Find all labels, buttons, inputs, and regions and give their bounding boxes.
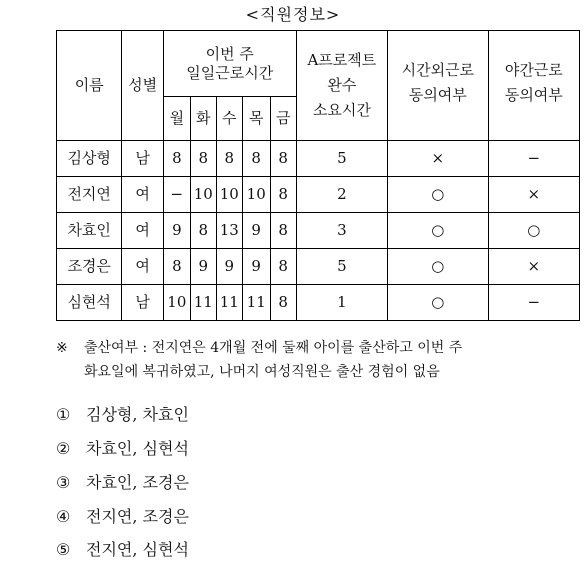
header-overtime-consent xyxy=(388,31,489,141)
cell-hours-wed: 9 xyxy=(216,249,242,285)
note-text-2: 화요일에 복귀하였고, 나머지 여성직원은 출산 경험이 없음 xyxy=(84,364,440,380)
cell-hours-tue: 9 xyxy=(190,249,216,285)
header-day-thu: 목 xyxy=(242,97,270,141)
cell-name: 전지연 xyxy=(57,177,122,213)
cell-hours-mon: − xyxy=(163,177,190,213)
cell-hours-tue: 11 xyxy=(190,285,216,321)
header-daily-hours xyxy=(163,31,296,97)
choice-4[interactable] xyxy=(56,506,189,528)
cell-hours-thu: 10 xyxy=(242,177,270,213)
choice-text: 전지연, 조경은 xyxy=(86,507,189,526)
table-title: <직원정보> xyxy=(245,5,341,24)
header-name: 이름 xyxy=(57,31,122,141)
cell-overtime: ○ xyxy=(388,249,489,285)
choice-3[interactable] xyxy=(56,472,189,494)
cell-hours-mon: 9 xyxy=(163,213,190,249)
cell-gender: 남 xyxy=(122,141,164,177)
choice-text: 차효인, 심현석 xyxy=(86,439,189,458)
table-row xyxy=(57,141,580,177)
cell-hours-wed: 13 xyxy=(216,213,242,249)
staff-info-table xyxy=(56,30,580,321)
cell-hours-thu: 8 xyxy=(242,141,270,177)
header-gender: 성별 xyxy=(122,31,164,141)
choice-2[interactable] xyxy=(56,438,189,460)
cell-hours-mon: 10 xyxy=(163,285,190,321)
cell-hours-thu: 9 xyxy=(242,249,270,285)
cell-night: ○ xyxy=(488,213,579,249)
cell-hours-fri: 8 xyxy=(270,285,296,321)
cell-gender: 여 xyxy=(122,249,164,285)
cell-hours-fri: 8 xyxy=(270,249,296,285)
choice-number: ③ xyxy=(56,473,71,492)
cell-gender: 남 xyxy=(122,285,164,321)
cell-project: 3 xyxy=(296,213,387,249)
cell-hours-wed: 10 xyxy=(216,177,242,213)
cell-name: 김상형 xyxy=(57,141,122,177)
cell-project: 5 xyxy=(296,249,387,285)
note-line-1 xyxy=(56,336,582,360)
header-project-line2: 완수 xyxy=(327,76,357,94)
choice-number: ⑤ xyxy=(56,540,71,559)
choice-number: ④ xyxy=(56,507,71,526)
choice-text: 전지연, 심현석 xyxy=(86,540,189,559)
table-row xyxy=(57,213,580,249)
table-row xyxy=(57,285,580,321)
cell-overtime: ○ xyxy=(388,177,489,213)
cell-hours-wed: 11 xyxy=(216,285,242,321)
header-daily-hours-line2: 일일근로시간 xyxy=(186,63,274,82)
cell-overtime: ○ xyxy=(388,213,489,249)
header-day-wed: 수 xyxy=(216,97,242,141)
cell-hours-fri: 8 xyxy=(270,213,296,249)
header-project-line1: A프로젝트 xyxy=(307,51,377,69)
header-day-tue: 화 xyxy=(190,97,216,141)
cell-hours-thu: 11 xyxy=(242,285,270,321)
cell-gender: 여 xyxy=(122,213,164,249)
cell-gender: 여 xyxy=(122,177,164,213)
choice-5[interactable] xyxy=(56,539,189,561)
cell-project: 1 xyxy=(296,285,387,321)
choice-text: 차효인, 조경은 xyxy=(86,473,189,492)
table-row xyxy=(57,249,580,285)
cell-name: 차효인 xyxy=(57,213,122,249)
header-night-line2: 동의여부 xyxy=(504,86,563,104)
cell-overtime: × xyxy=(388,141,489,177)
cell-night: − xyxy=(488,285,579,321)
header-project-line3: 소요시간 xyxy=(312,101,371,119)
cell-hours-wed: 8 xyxy=(216,141,242,177)
header-night-consent xyxy=(488,31,579,141)
choice-number: ② xyxy=(56,439,71,458)
table-row xyxy=(57,177,580,213)
header-project-time xyxy=(296,31,387,141)
cell-hours-mon: 8 xyxy=(163,249,190,285)
note-text-1: 출산여부 : 전지연은 4개월 전에 둘째 아이를 출산하고 이번 주 xyxy=(84,340,463,356)
header-night-line1: 야간근로 xyxy=(504,61,563,79)
cell-name: 조경은 xyxy=(57,249,122,285)
header-overtime-line1: 시간외근로 xyxy=(401,61,475,79)
header-day-fri: 금 xyxy=(270,97,296,141)
cell-hours-tue: 8 xyxy=(190,141,216,177)
cell-project: 2 xyxy=(296,177,387,213)
header-daily-hours-line1: 이번 주 xyxy=(205,44,254,63)
cell-overtime: ○ xyxy=(388,285,489,321)
cell-project: 5 xyxy=(296,141,387,177)
cell-hours-tue: 10 xyxy=(190,177,216,213)
choice-1[interactable] xyxy=(56,404,189,426)
cell-hours-fri: 8 xyxy=(270,177,296,213)
cell-night: − xyxy=(488,141,579,177)
cell-night: × xyxy=(488,249,579,285)
cell-hours-tue: 8 xyxy=(190,213,216,249)
choice-number: ① xyxy=(56,405,71,424)
choice-text: 김상형, 차효인 xyxy=(86,405,189,424)
header-overtime-line2: 동의여부 xyxy=(408,86,467,104)
cell-hours-mon: 8 xyxy=(163,141,190,177)
birth-status-note xyxy=(56,336,582,384)
cell-hours-thu: 9 xyxy=(242,213,270,249)
cell-night: × xyxy=(488,177,579,213)
note-mark: ※ xyxy=(56,340,68,356)
cell-hours-fri: 8 xyxy=(270,141,296,177)
header-day-mon: 월 xyxy=(163,97,190,141)
cell-name: 심현석 xyxy=(57,285,122,321)
